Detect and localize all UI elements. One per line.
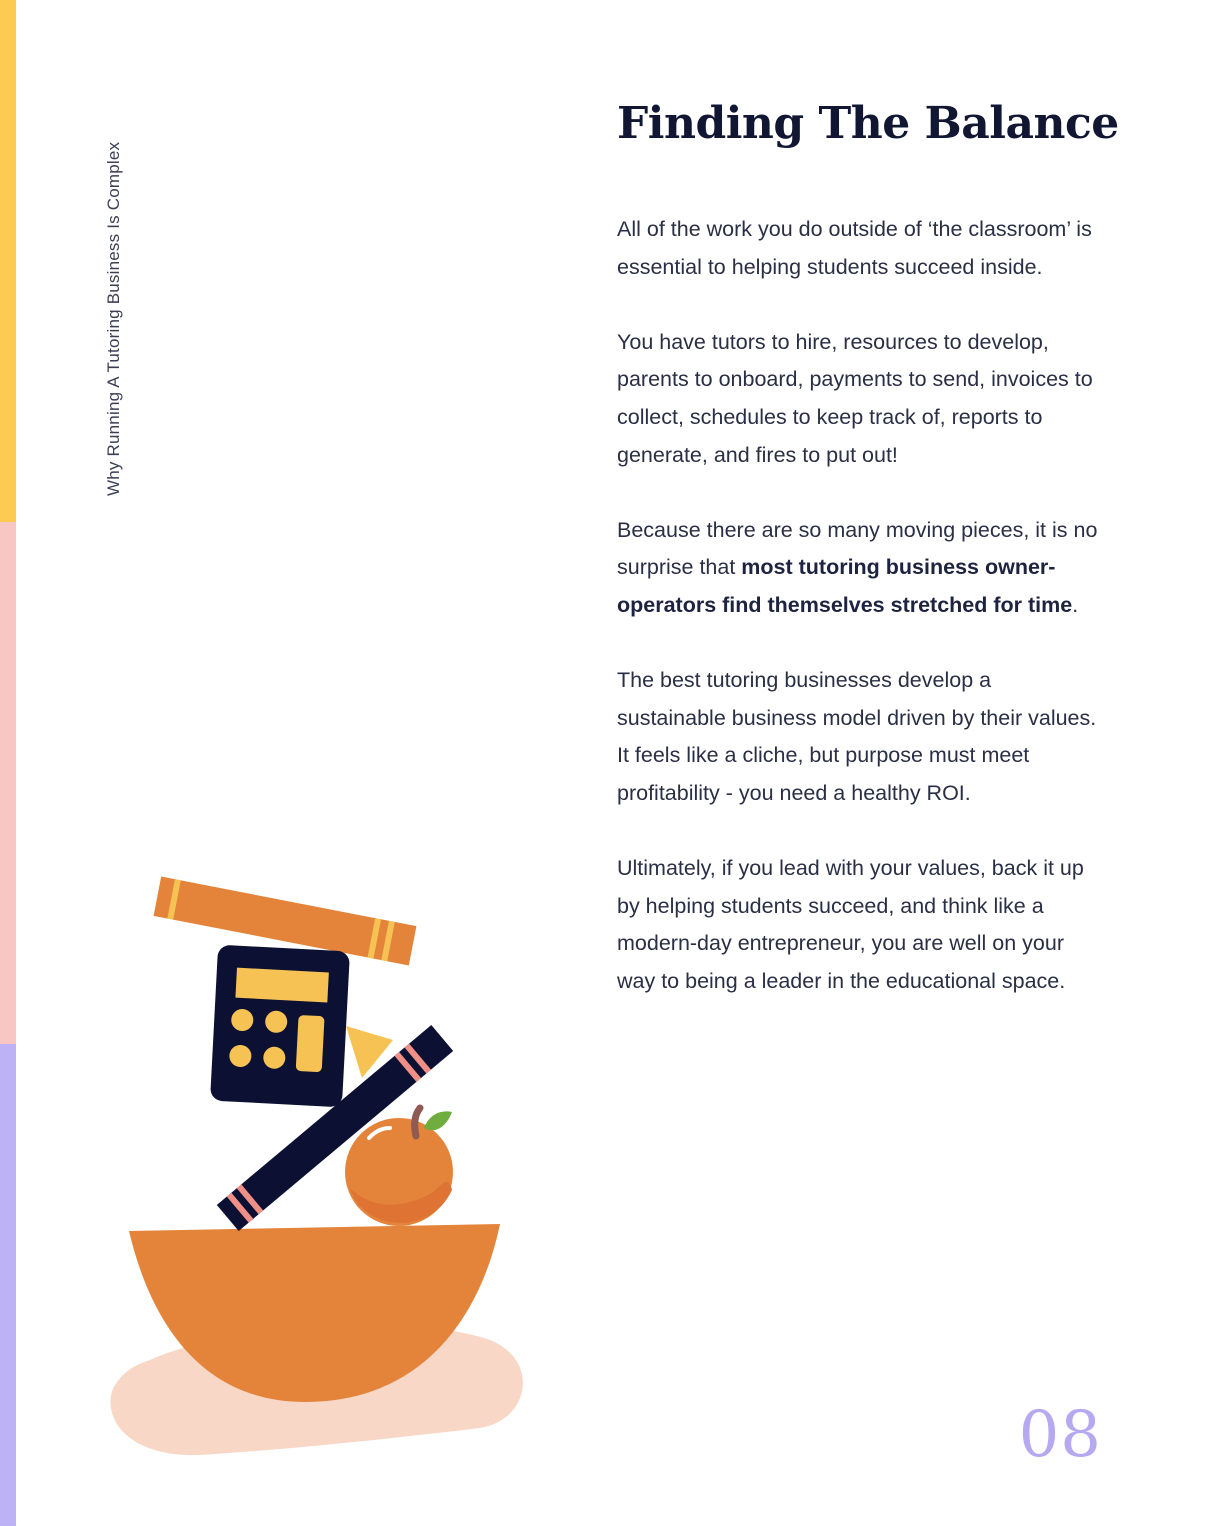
- section-title-vertical: Why Running A Tutoring Business Is Complex: [104, 141, 123, 496]
- paragraph-3: [617, 512, 1105, 625]
- paragraph-3-emphasis: most tutoring business owner-operators find themselves stretched for time: [617, 555, 1073, 617]
- paragraph-3-start: Because there are so many moving pieces, it is no surprise that: [617, 517, 1098, 580]
- paragraph-3-end: .: [1072, 592, 1079, 617]
- accent-stripe-yellow: [0, 0, 16, 522]
- accent-stripe-purple: [0, 1044, 16, 1526]
- page-number: 08: [1018, 1398, 1102, 1472]
- balance-illustration: [100, 860, 530, 1480]
- accent-stripe-pink: [0, 522, 16, 1044]
- paragraph-2: You have tutors to hire, resources to develop, parents to onboard, payments to send, invoices to collect, schedules to keep track of, reports to generate, and fires to put out!: [617, 329, 1093, 467]
- calculator-icon: [210, 945, 350, 1108]
- page-title: Finding The Balance: [617, 98, 1119, 149]
- paragraph-1: All of the work you do outside of ‘the classroom’ is essential to helping students succeed inside.: [617, 217, 1092, 279]
- paragraph-4: The best tutoring businesses develop a sustainable business model driven by their values. It feels like a cliche, but purpose must meet profitability - you need a healthy ROI.: [617, 668, 1097, 805]
- paragraph-5: Ultimately, if you lead with your values, back it up by helping students succeed, and think like a modern-day entrepreneur, you are well on your way to being a leader in the educational space.: [617, 856, 1084, 993]
- body-text: [617, 211, 1105, 1038]
